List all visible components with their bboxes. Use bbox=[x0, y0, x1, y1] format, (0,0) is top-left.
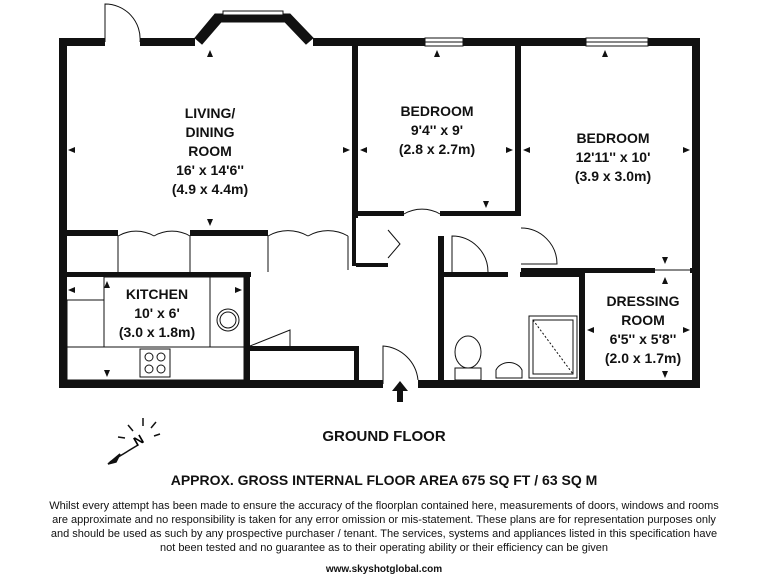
door-living-top bbox=[105, 4, 140, 42]
room-label-dressing bbox=[583, 292, 703, 368]
washbasin bbox=[496, 362, 522, 378]
room-dimensions-imperial: 12'11'' x 10' bbox=[575, 149, 651, 165]
website-link[interactable]: www.skyshotglobal.com bbox=[325, 564, 443, 575]
wall-bottom-left bbox=[59, 380, 383, 388]
room-name-line: ROOM bbox=[188, 143, 232, 159]
door-cupboard bbox=[388, 230, 400, 258]
wall-left bbox=[59, 38, 67, 388]
room-label-kitchen bbox=[97, 285, 217, 342]
room-dimensions-metric: (4.9 x 4.4m) bbox=[171, 181, 249, 197]
room-dimensions-imperial: 6'5'' x 5'8'' bbox=[609, 331, 677, 347]
room-name-line: KITCHEN bbox=[125, 286, 189, 302]
room-name-line: BEDROOM bbox=[400, 103, 474, 119]
room-dimensions-metric: (3.0 x 1.8m) bbox=[118, 324, 196, 340]
compass-label: N bbox=[130, 431, 147, 450]
bay-window bbox=[195, 11, 313, 44]
door-bedroom2 bbox=[521, 228, 557, 264]
room-label-bedroom1 bbox=[377, 102, 497, 159]
floor-area: APPROX. GROSS INTERNAL FLOOR AREA 675 SQ FT / 63 SQ M bbox=[170, 472, 598, 488]
room-dimensions-imperial: 9'4'' x 9' bbox=[410, 122, 464, 138]
entrance-arrow-icon bbox=[392, 381, 408, 402]
floor-name: GROUND FLOOR bbox=[322, 428, 446, 445]
hob bbox=[140, 349, 170, 377]
wall-bottom-right bbox=[418, 380, 700, 388]
room-name-line: ROOM bbox=[621, 312, 665, 328]
room-dimensions-imperial: 16' x 14'6'' bbox=[176, 162, 244, 178]
room-name-line: BEDROOM bbox=[576, 130, 650, 146]
door-hall-cupboard bbox=[250, 330, 290, 346]
room-name-line: LIVING/ bbox=[184, 105, 236, 121]
door-living-hall bbox=[268, 231, 348, 236]
door-front bbox=[383, 346, 418, 384]
room-dimensions-metric: (2.0 x 1.7m) bbox=[604, 350, 682, 366]
door-living-kitchen bbox=[118, 231, 190, 236]
room-dimensions-imperial: 10' x 6' bbox=[134, 305, 180, 321]
room-dimensions-metric: (2.8 x 2.7m) bbox=[398, 141, 476, 157]
door-bathroom bbox=[452, 236, 488, 272]
room-name-line: DINING bbox=[185, 124, 235, 140]
room-name-line: DRESSING bbox=[606, 293, 680, 309]
room-label-living bbox=[150, 104, 270, 199]
bathroom-fixtures bbox=[455, 316, 577, 380]
disclaimer-text: Whilst every attempt has been made to ensure the accuracy of the floorplan contained here, measurements of doors, windows and rooms are approximate and no responsibility is taken for any error omission or mis-statement. These plans are for representation purposes only and should be used as such by any prospective purchaser / tenant. The services, systems and appliances listed in this specification have not been tested and no guarantee as to their operating ability or their efficiency can be given bbox=[49, 500, 719, 554]
room-label-bedroom2 bbox=[553, 129, 673, 186]
door-bedroom1 bbox=[404, 209, 440, 214]
room-dimensions-metric: (3.9 x 3.0m) bbox=[574, 168, 652, 184]
toilet bbox=[455, 336, 481, 368]
wall-top-mid bbox=[140, 38, 195, 46]
